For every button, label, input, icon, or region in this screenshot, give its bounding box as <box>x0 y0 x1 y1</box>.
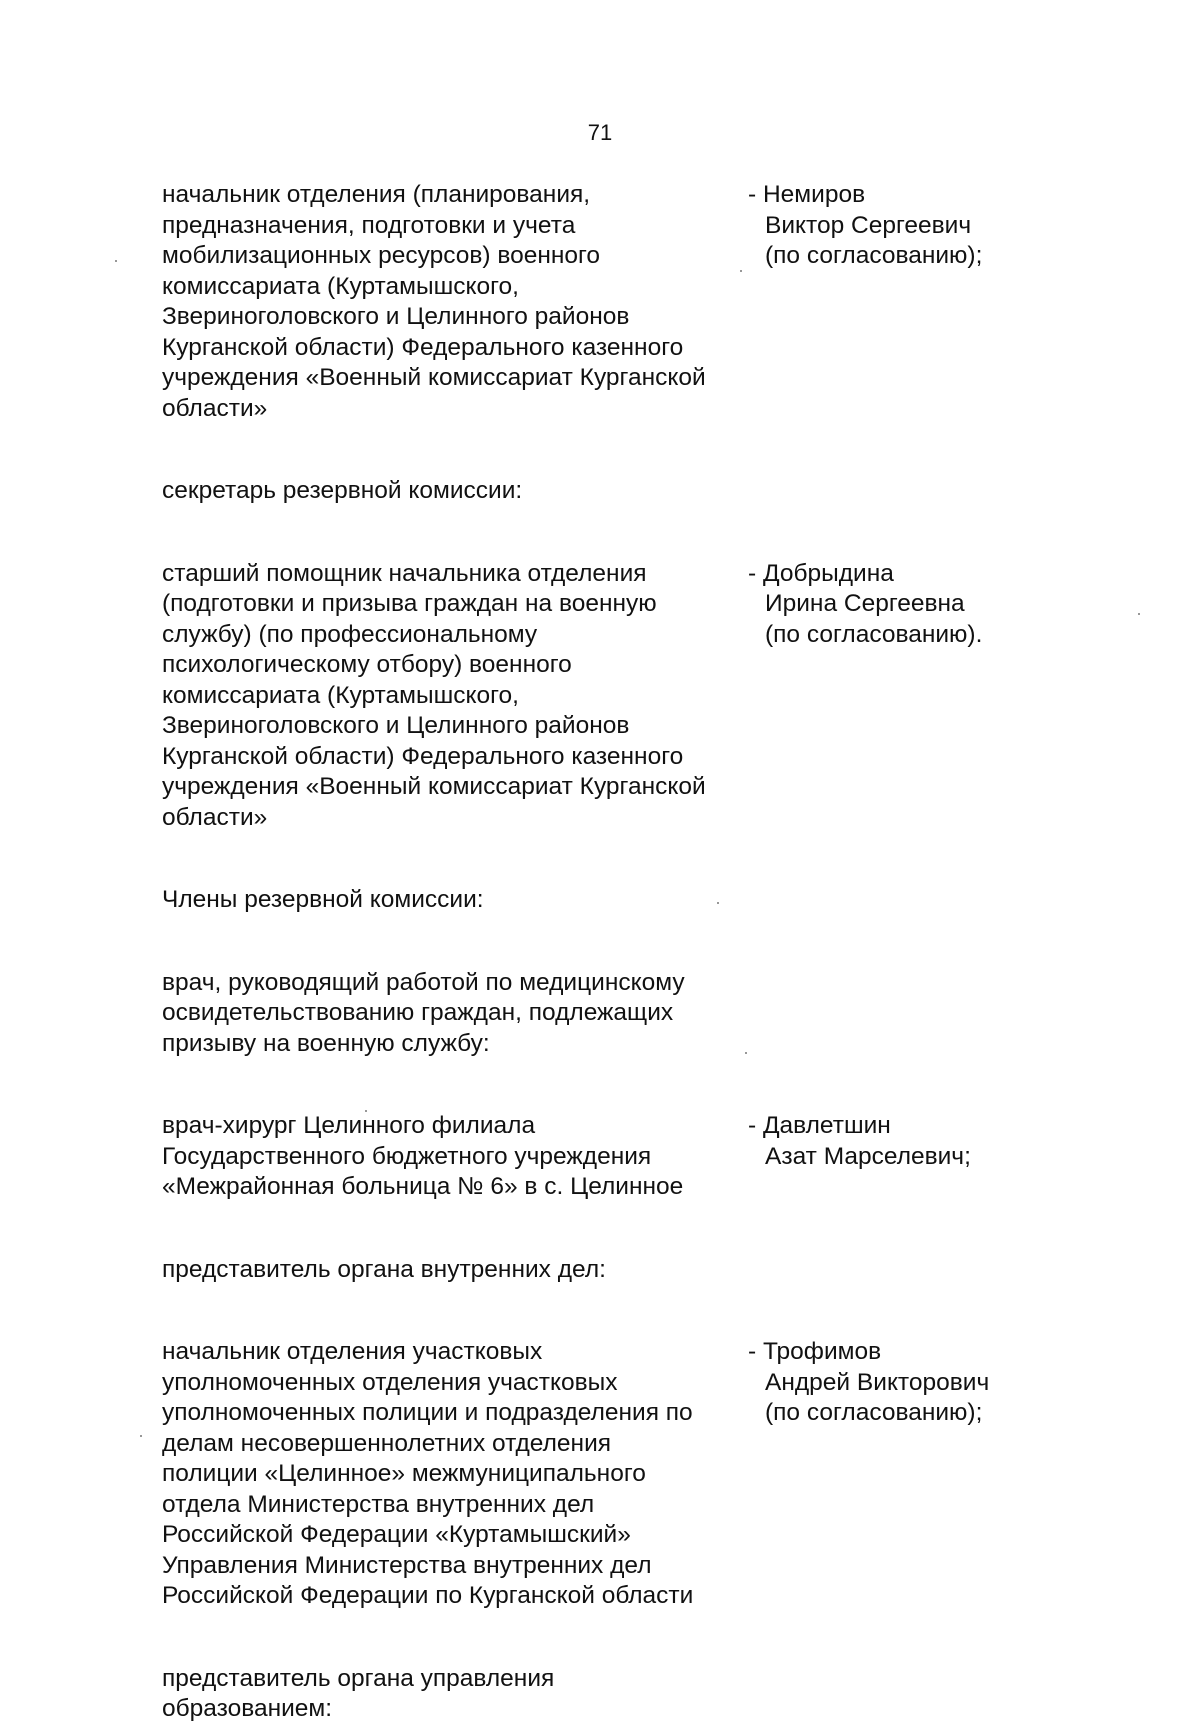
text-line: полиции «Целинное» межмуниципального <box>162 1460 646 1487</box>
position-description <box>162 180 748 424</box>
text-line: Российской Федерации «Куртамышский» <box>162 1521 631 1548</box>
members-heading: Члены резервной комиссии: <box>162 886 484 913</box>
scan-speck <box>365 1110 367 1112</box>
member-entry <box>162 559 1042 834</box>
commission-list <box>162 180 1042 1725</box>
scan-speck <box>740 270 742 272</box>
position-description <box>162 1111 748 1203</box>
text-line: представитель органа управления <box>162 1664 555 1692</box>
section-heading <box>162 476 1042 507</box>
member-name <box>748 180 1042 272</box>
text-line: службу) (по профессиональному <box>162 620 538 648</box>
text-line: освидетельствованию граждан, подлежащих <box>162 999 674 1026</box>
text-line: уполномоченных отделения участковых <box>162 1368 618 1396</box>
scan-speck <box>115 260 117 262</box>
text-line: Российской Федерации по Курганской области <box>162 1582 694 1609</box>
text-line: представитель органа внутренних дел: <box>162 1255 606 1283</box>
text-line: врач-хирург Целинного филиала <box>162 1112 536 1139</box>
scan-speck <box>717 902 719 904</box>
text-line: (подготовки и призыва граждан на военную <box>162 590 657 617</box>
scan-speck <box>140 1435 142 1437</box>
text-line: области» <box>162 394 268 422</box>
text-line: уполномоченных полиции и подразделения по <box>162 1399 693 1426</box>
text-line: Курганской области) Федерального казенного <box>162 742 684 770</box>
surname: - Добрыдина <box>748 559 894 587</box>
text-line: учреждения «Военный комиссариат Курганской <box>162 364 706 391</box>
text-line: начальник отделения (планирования, <box>162 181 591 208</box>
member-entry <box>162 1111 1042 1203</box>
text-line: начальник отделения участковых <box>162 1338 543 1365</box>
role-heading <box>162 1255 1042 1286</box>
text-line: мобилизационных ресурсов) военного <box>162 242 601 269</box>
text-line: призыву на военную службу: <box>162 1029 490 1057</box>
text-line: «Межрайонная больница № 6» в с. Целинное <box>162 1173 684 1200</box>
text-line: предназначения, подготовки и учета <box>162 211 576 239</box>
role-heading <box>162 1664 1042 1725</box>
text-line: Звериноголовского и Целинного районов <box>162 303 630 330</box>
given-names: Виктор Сергеевич <box>765 211 972 239</box>
text-line: делам несовершеннолетних отделения <box>162 1429 612 1457</box>
scan-speck <box>745 1052 747 1054</box>
given-names: Ирина Сергеевна <box>765 590 965 617</box>
text-line: врач, руководящий работой по медицинскому <box>162 968 685 996</box>
text-line: Звериноголовского и Целинного районов <box>162 712 630 739</box>
page-number: 71 <box>587 120 613 145</box>
member-entry <box>162 180 1042 424</box>
surname: - Немиров <box>748 181 866 208</box>
member-name <box>748 559 1042 651</box>
text-line: комиссариата (Куртамышского, <box>162 272 519 300</box>
role-heading <box>162 968 1042 1060</box>
secretary-heading: секретарь резервной комиссии: <box>162 477 523 504</box>
position-description <box>162 559 748 834</box>
text-line: психологическому отбору) военного <box>162 651 572 678</box>
text-line: старший помощник начальника отделения <box>162 559 647 587</box>
agreement-note: (по согласованию); <box>765 1399 983 1426</box>
text-line: учреждения «Военный комиссариат Курганской <box>162 773 706 800</box>
text-line: Управления Министерства внутренних дел <box>162 1551 652 1579</box>
text-line: отдела Министерства внутренних дел <box>162 1490 595 1518</box>
text-line: Государственного бюджетного учреждения <box>162 1142 652 1170</box>
section-heading <box>162 885 1042 916</box>
text-line: Курганской области) Федерального казенного <box>162 333 684 361</box>
member-entry <box>162 1337 1042 1612</box>
position-description <box>162 1337 748 1612</box>
text-line: комиссариата (Куртамышского, <box>162 681 519 709</box>
agreement-note: (по согласованию). <box>765 620 983 648</box>
given-names: Азат Марселевич; <box>765 1142 971 1170</box>
given-names: Андрей Викторович <box>765 1368 990 1396</box>
member-name <box>748 1111 1042 1172</box>
text-line: образованием: <box>162 1695 333 1722</box>
surname: - Трофимов <box>748 1338 882 1365</box>
scan-speck <box>1138 613 1140 615</box>
text-line: области» <box>162 803 268 831</box>
agreement-note: (по согласованию); <box>765 242 983 269</box>
surname: - Давлетшин <box>748 1112 891 1139</box>
member-name <box>748 1337 1042 1429</box>
